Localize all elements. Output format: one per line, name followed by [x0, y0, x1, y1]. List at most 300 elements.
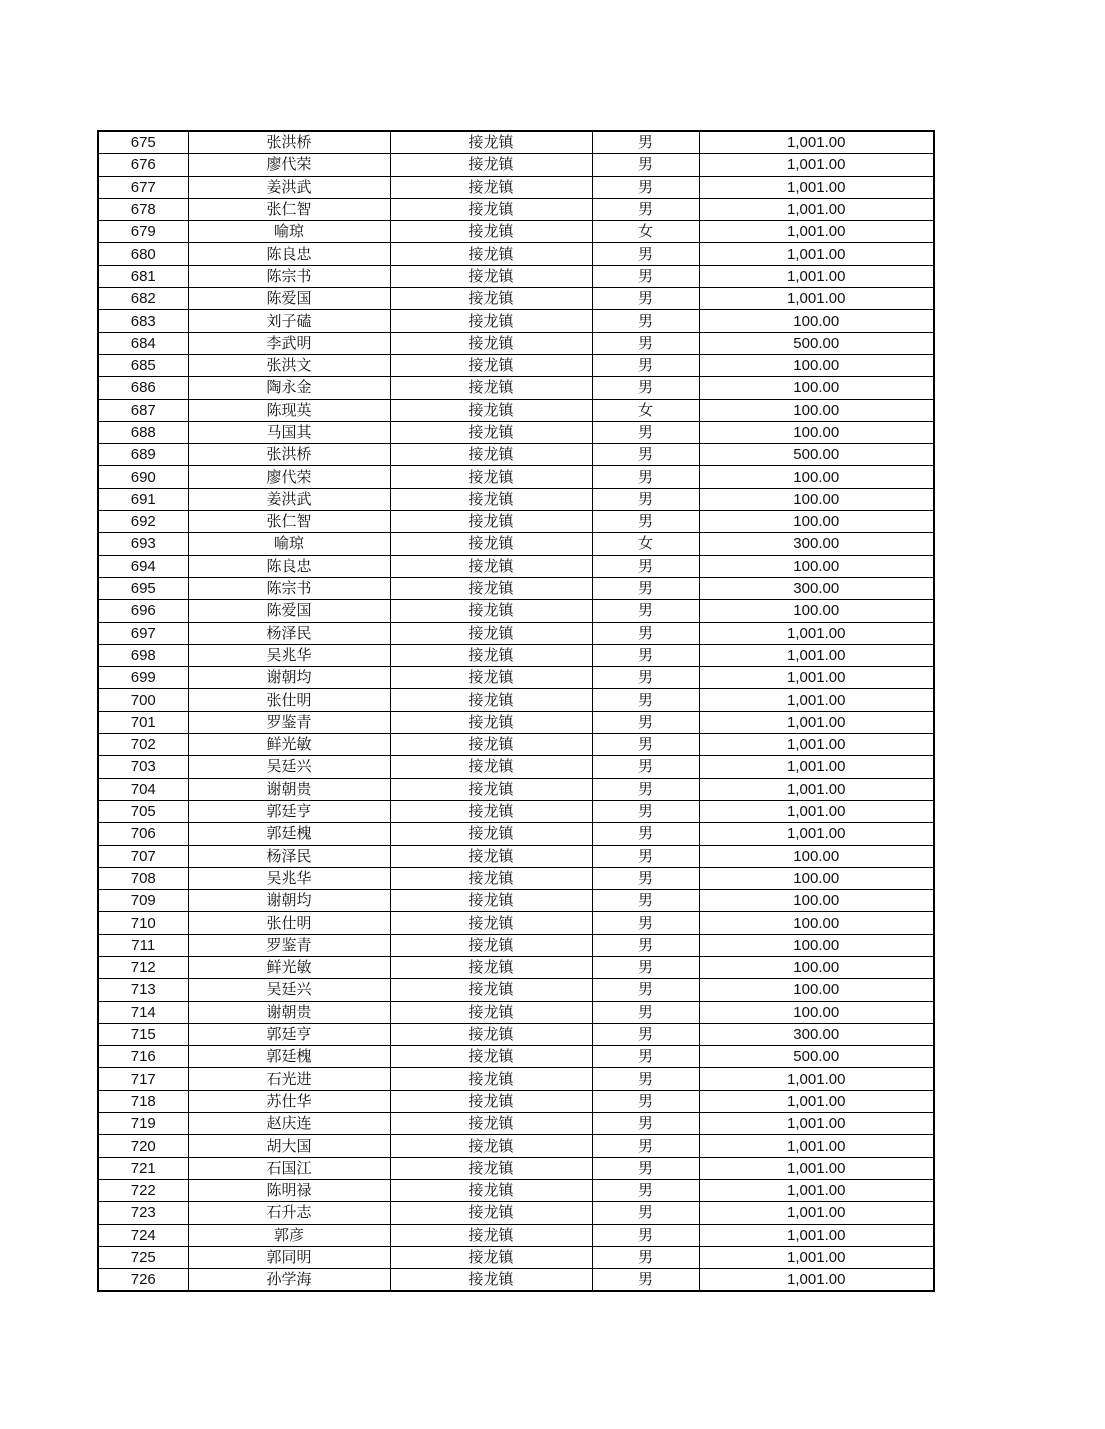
table-row: [98, 734, 934, 756]
cell-row-number: 700: [98, 689, 188, 711]
cell-town: 接龙镇: [390, 288, 592, 310]
cell-name: 张仁智: [188, 198, 390, 220]
cell-row-number: 683: [98, 310, 188, 332]
cell-amount: 1,001.00: [699, 1269, 934, 1292]
cell-name: 陈明禄: [188, 1179, 390, 1201]
cell-amount: 1,001.00: [699, 800, 934, 822]
cell-town: 接龙镇: [390, 198, 592, 220]
cell-gender: 男: [592, 756, 699, 778]
cell-amount: 300.00: [699, 577, 934, 599]
cell-amount: 1,001.00: [699, 734, 934, 756]
cell-gender: 男: [592, 734, 699, 756]
cell-name: 罗鉴青: [188, 934, 390, 956]
cell-town: 接龙镇: [390, 1179, 592, 1201]
cell-amount: 1,001.00: [699, 1135, 934, 1157]
cell-row-number: 711: [98, 934, 188, 956]
cell-name: 谢朝均: [188, 667, 390, 689]
cell-name: 张洪桥: [188, 444, 390, 466]
cell-name: 郭廷槐: [188, 1046, 390, 1068]
cell-amount: 100.00: [699, 511, 934, 533]
cell-gender: 男: [592, 956, 699, 978]
cell-row-number: 699: [98, 667, 188, 689]
cell-row-number: 720: [98, 1135, 188, 1157]
cell-gender: 男: [592, 131, 699, 154]
cell-gender: 男: [592, 912, 699, 934]
table-row: [98, 912, 934, 934]
table-row: [98, 243, 934, 265]
cell-gender: 男: [592, 1135, 699, 1157]
cell-row-number: 701: [98, 711, 188, 733]
table-row: [98, 1246, 934, 1268]
cell-amount: 100.00: [699, 354, 934, 376]
cell-row-number: 722: [98, 1179, 188, 1201]
table-row: [98, 488, 934, 510]
cell-gender: 男: [592, 577, 699, 599]
cell-town: 接龙镇: [390, 399, 592, 421]
cell-amount: 100.00: [699, 310, 934, 332]
cell-row-number: 680: [98, 243, 188, 265]
cell-name: 石升志: [188, 1202, 390, 1224]
cell-name: 郭廷槐: [188, 823, 390, 845]
cell-amount: 100.00: [699, 555, 934, 577]
cell-gender: 男: [592, 243, 699, 265]
table-row: [98, 421, 934, 443]
cell-gender: 女: [592, 221, 699, 243]
cell-row-number: 681: [98, 265, 188, 287]
cell-amount: 1,001.00: [699, 176, 934, 198]
cell-town: 接龙镇: [390, 711, 592, 733]
cell-gender: 男: [592, 979, 699, 1001]
cell-name: 陈宗书: [188, 577, 390, 599]
cell-amount: 1,001.00: [699, 154, 934, 176]
cell-town: 接龙镇: [390, 622, 592, 644]
table-row: [98, 1113, 934, 1135]
table-row: [98, 823, 934, 845]
cell-amount: 1,001.00: [699, 265, 934, 287]
cell-amount: 1,001.00: [699, 243, 934, 265]
cell-gender: 男: [592, 444, 699, 466]
cell-row-number: 703: [98, 756, 188, 778]
cell-row-number: 689: [98, 444, 188, 466]
cell-gender: 男: [592, 1068, 699, 1090]
cell-gender: 男: [592, 1001, 699, 1023]
cell-name: 陈现英: [188, 399, 390, 421]
cell-name: 杨泽民: [188, 845, 390, 867]
cell-name: 郭彦: [188, 1224, 390, 1246]
cell-gender: 男: [592, 934, 699, 956]
cell-name: 谢朝均: [188, 890, 390, 912]
cell-gender: 男: [592, 644, 699, 666]
table-row: [98, 689, 934, 711]
records-table-body: [98, 131, 934, 1291]
cell-gender: 男: [592, 800, 699, 822]
cell-town: 接龙镇: [390, 934, 592, 956]
cell-town: 接龙镇: [390, 488, 592, 510]
cell-row-number: 690: [98, 466, 188, 488]
cell-amount: 1,001.00: [699, 1068, 934, 1090]
cell-gender: 男: [592, 466, 699, 488]
table-row: [98, 265, 934, 287]
cell-name: 谢朝贵: [188, 1001, 390, 1023]
table-row: [98, 1224, 934, 1246]
cell-gender: 女: [592, 533, 699, 555]
cell-town: 接龙镇: [390, 533, 592, 555]
table-row: [98, 288, 934, 310]
cell-name: 郭廷亨: [188, 800, 390, 822]
cell-name: 张仕明: [188, 689, 390, 711]
cell-town: 接龙镇: [390, 1157, 592, 1179]
cell-gender: 男: [592, 689, 699, 711]
cell-name: 廖代荣: [188, 154, 390, 176]
cell-name: 吴兆华: [188, 644, 390, 666]
cell-gender: 男: [592, 354, 699, 376]
cell-row-number: 694: [98, 555, 188, 577]
cell-row-number: 692: [98, 511, 188, 533]
cell-gender: 男: [592, 1090, 699, 1112]
cell-gender: 男: [592, 511, 699, 533]
cell-row-number: 676: [98, 154, 188, 176]
cell-name: 刘子磕: [188, 310, 390, 332]
cell-gender: 男: [592, 667, 699, 689]
cell-name: 陶永金: [188, 377, 390, 399]
cell-town: 接龙镇: [390, 310, 592, 332]
cell-gender: 男: [592, 332, 699, 354]
cell-row-number: 696: [98, 600, 188, 622]
cell-row-number: 716: [98, 1046, 188, 1068]
cell-town: 接龙镇: [390, 265, 592, 287]
table-row: [98, 956, 934, 978]
cell-row-number: 709: [98, 890, 188, 912]
cell-name: 张仁智: [188, 511, 390, 533]
cell-amount: 300.00: [699, 1023, 934, 1045]
cell-row-number: 688: [98, 421, 188, 443]
cell-amount: 100.00: [699, 979, 934, 1001]
cell-town: 接龙镇: [390, 800, 592, 822]
table-row: [98, 644, 934, 666]
cell-amount: 100.00: [699, 488, 934, 510]
cell-row-number: 719: [98, 1113, 188, 1135]
table-row: [98, 131, 934, 154]
cell-amount: 100.00: [699, 600, 934, 622]
cell-row-number: 677: [98, 176, 188, 198]
table-row: [98, 1135, 934, 1157]
cell-amount: 100.00: [699, 934, 934, 956]
cell-town: 接龙镇: [390, 511, 592, 533]
table-row: [98, 176, 934, 198]
cell-name: 孙学海: [188, 1269, 390, 1292]
cell-gender: 男: [592, 1246, 699, 1268]
cell-row-number: 685: [98, 354, 188, 376]
cell-name: 张仕明: [188, 912, 390, 934]
cell-row-number: 705: [98, 800, 188, 822]
cell-name: 鲜光敏: [188, 956, 390, 978]
table-row: [98, 711, 934, 733]
cell-amount: 100.00: [699, 399, 934, 421]
cell-row-number: 695: [98, 577, 188, 599]
cell-gender: 女: [592, 399, 699, 421]
cell-gender: 男: [592, 600, 699, 622]
cell-gender: 男: [592, 176, 699, 198]
cell-row-number: 691: [98, 488, 188, 510]
cell-town: 接龙镇: [390, 1224, 592, 1246]
table-row: [98, 934, 934, 956]
cell-amount: 100.00: [699, 1001, 934, 1023]
cell-town: 接龙镇: [390, 979, 592, 1001]
cell-town: 接龙镇: [390, 577, 592, 599]
cell-gender: 男: [592, 1157, 699, 1179]
cell-gender: 男: [592, 1046, 699, 1068]
cell-name: 郭廷亨: [188, 1023, 390, 1045]
table-row: [98, 1001, 934, 1023]
table-row: [98, 890, 934, 912]
table-row: [98, 867, 934, 889]
cell-amount: 1,001.00: [699, 689, 934, 711]
cell-row-number: 687: [98, 399, 188, 421]
table-row: [98, 778, 934, 800]
cell-town: 接龙镇: [390, 421, 592, 443]
cell-name: 赵庆连: [188, 1113, 390, 1135]
cell-amount: 1,001.00: [699, 1224, 934, 1246]
cell-row-number: 717: [98, 1068, 188, 1090]
table-row: [98, 1090, 934, 1112]
cell-amount: 1,001.00: [699, 756, 934, 778]
cell-row-number: 682: [98, 288, 188, 310]
cell-town: 接龙镇: [390, 1202, 592, 1224]
cell-town: 接龙镇: [390, 845, 592, 867]
cell-town: 接龙镇: [390, 377, 592, 399]
cell-name: 谢朝贵: [188, 778, 390, 800]
cell-gender: 男: [592, 823, 699, 845]
cell-name: 陈良忠: [188, 243, 390, 265]
table-row: [98, 399, 934, 421]
table-row: [98, 622, 934, 644]
cell-town: 接龙镇: [390, 221, 592, 243]
cell-town: 接龙镇: [390, 912, 592, 934]
cell-row-number: 713: [98, 979, 188, 1001]
table-row: [98, 332, 934, 354]
cell-town: 接龙镇: [390, 1001, 592, 1023]
cell-town: 接龙镇: [390, 734, 592, 756]
cell-amount: 100.00: [699, 890, 934, 912]
cell-name: 陈宗书: [188, 265, 390, 287]
cell-amount: 1,001.00: [699, 221, 934, 243]
table-row: [98, 577, 934, 599]
cell-name: 李武明: [188, 332, 390, 354]
cell-town: 接龙镇: [390, 1046, 592, 1068]
cell-gender: 男: [592, 265, 699, 287]
cell-town: 接龙镇: [390, 823, 592, 845]
cell-amount: 1,001.00: [699, 644, 934, 666]
cell-town: 接龙镇: [390, 644, 592, 666]
cell-gender: 男: [592, 1179, 699, 1201]
cell-amount: 1,001.00: [699, 1157, 934, 1179]
cell-row-number: 714: [98, 1001, 188, 1023]
cell-name: 苏仕华: [188, 1090, 390, 1112]
cell-amount: 100.00: [699, 421, 934, 443]
cell-name: 喻琼: [188, 221, 390, 243]
cell-gender: 男: [592, 778, 699, 800]
cell-name: 陈爱国: [188, 600, 390, 622]
table-row: [98, 845, 934, 867]
table-row: [98, 600, 934, 622]
cell-town: 接龙镇: [390, 131, 592, 154]
cell-row-number: 693: [98, 533, 188, 555]
table-row: [98, 511, 934, 533]
cell-row-number: 704: [98, 778, 188, 800]
cell-row-number: 702: [98, 734, 188, 756]
cell-town: 接龙镇: [390, 154, 592, 176]
cell-gender: 男: [592, 1202, 699, 1224]
cell-amount: 100.00: [699, 867, 934, 889]
cell-name: 罗鉴青: [188, 711, 390, 733]
cell-amount: 1,001.00: [699, 823, 934, 845]
cell-name: 陈爱国: [188, 288, 390, 310]
cell-gender: 男: [592, 1269, 699, 1292]
cell-amount: 500.00: [699, 444, 934, 466]
cell-row-number: 715: [98, 1023, 188, 1045]
cell-amount: 1,001.00: [699, 1202, 934, 1224]
cell-gender: 男: [592, 488, 699, 510]
table-row: [98, 310, 934, 332]
cell-row-number: 712: [98, 956, 188, 978]
cell-amount: 1,001.00: [699, 288, 934, 310]
cell-name: 廖代荣: [188, 466, 390, 488]
table-row: [98, 1157, 934, 1179]
cell-row-number: 679: [98, 221, 188, 243]
table-row: [98, 979, 934, 1001]
cell-amount: 500.00: [699, 1046, 934, 1068]
cell-gender: 男: [592, 421, 699, 443]
cell-name: 姜洪武: [188, 488, 390, 510]
cell-name: 陈良忠: [188, 555, 390, 577]
cell-row-number: 721: [98, 1157, 188, 1179]
cell-town: 接龙镇: [390, 466, 592, 488]
table-row: [98, 1023, 934, 1045]
cell-gender: 男: [592, 310, 699, 332]
cell-gender: 男: [592, 1023, 699, 1045]
cell-gender: 男: [592, 1224, 699, 1246]
cell-row-number: 708: [98, 867, 188, 889]
table-row: [98, 198, 934, 220]
cell-amount: 1,001.00: [699, 1179, 934, 1201]
cell-gender: 男: [592, 711, 699, 733]
cell-amount: 100.00: [699, 466, 934, 488]
table-row: [98, 1202, 934, 1224]
cell-town: 接龙镇: [390, 778, 592, 800]
cell-town: 接龙镇: [390, 867, 592, 889]
cell-row-number: 675: [98, 131, 188, 154]
cell-town: 接龙镇: [390, 689, 592, 711]
cell-amount: 1,001.00: [699, 667, 934, 689]
table-row: [98, 1068, 934, 1090]
table-row: [98, 555, 934, 577]
cell-name: 姜洪武: [188, 176, 390, 198]
cell-gender: 男: [592, 288, 699, 310]
cell-gender: 男: [592, 198, 699, 220]
cell-town: 接龙镇: [390, 1023, 592, 1045]
cell-town: 接龙镇: [390, 1246, 592, 1268]
cell-row-number: 706: [98, 823, 188, 845]
cell-name: 鲜光敏: [188, 734, 390, 756]
table-row: [98, 800, 934, 822]
cell-town: 接龙镇: [390, 555, 592, 577]
cell-name: 吴廷兴: [188, 756, 390, 778]
cell-row-number: 718: [98, 1090, 188, 1112]
cell-town: 接龙镇: [390, 1090, 592, 1112]
cell-amount: 1,001.00: [699, 778, 934, 800]
cell-town: 接龙镇: [390, 756, 592, 778]
cell-town: 接龙镇: [390, 890, 592, 912]
cell-amount: 100.00: [699, 956, 934, 978]
table-row: [98, 444, 934, 466]
cell-name: 张洪桥: [188, 131, 390, 154]
cell-name: 石国江: [188, 1157, 390, 1179]
cell-amount: 100.00: [699, 845, 934, 867]
cell-row-number: 725: [98, 1246, 188, 1268]
cell-name: 杨泽民: [188, 622, 390, 644]
cell-amount: 1,001.00: [699, 1246, 934, 1268]
cell-row-number: 697: [98, 622, 188, 644]
cell-row-number: 707: [98, 845, 188, 867]
cell-row-number: 684: [98, 332, 188, 354]
cell-town: 接龙镇: [390, 600, 592, 622]
cell-town: 接龙镇: [390, 1068, 592, 1090]
table-row: [98, 667, 934, 689]
cell-amount: 100.00: [699, 377, 934, 399]
table-row: [98, 1046, 934, 1068]
cell-row-number: 723: [98, 1202, 188, 1224]
cell-town: 接龙镇: [390, 1135, 592, 1157]
cell-name: 马国其: [188, 421, 390, 443]
cell-amount: 1,001.00: [699, 198, 934, 220]
cell-row-number: 726: [98, 1269, 188, 1292]
cell-row-number: 698: [98, 644, 188, 666]
cell-amount: 100.00: [699, 912, 934, 934]
cell-name: 张洪文: [188, 354, 390, 376]
table-row: [98, 354, 934, 376]
cell-gender: 男: [592, 154, 699, 176]
cell-town: 接龙镇: [390, 444, 592, 466]
cell-name: 胡大国: [188, 1135, 390, 1157]
cell-amount: 300.00: [699, 533, 934, 555]
cell-town: 接龙镇: [390, 667, 592, 689]
cell-gender: 男: [592, 622, 699, 644]
cell-amount: 1,001.00: [699, 711, 934, 733]
cell-name: 吴廷兴: [188, 979, 390, 1001]
table-row: [98, 221, 934, 243]
cell-name: 郭同明: [188, 1246, 390, 1268]
table-row: [98, 377, 934, 399]
cell-amount: 1,001.00: [699, 1113, 934, 1135]
cell-name: 喻琼: [188, 533, 390, 555]
cell-town: 接龙镇: [390, 176, 592, 198]
cell-row-number: 710: [98, 912, 188, 934]
cell-town: 接龙镇: [390, 956, 592, 978]
table-row: [98, 1179, 934, 1201]
cell-gender: 男: [592, 867, 699, 889]
table-row: [98, 756, 934, 778]
cell-amount: 1,001.00: [699, 131, 934, 154]
cell-town: 接龙镇: [390, 332, 592, 354]
cell-name: 吴兆华: [188, 867, 390, 889]
table-row: [98, 466, 934, 488]
cell-gender: 男: [592, 845, 699, 867]
table-row: [98, 154, 934, 176]
cell-town: 接龙镇: [390, 354, 592, 376]
records-table: [97, 130, 935, 1292]
cell-gender: 男: [592, 890, 699, 912]
table-row: [98, 533, 934, 555]
